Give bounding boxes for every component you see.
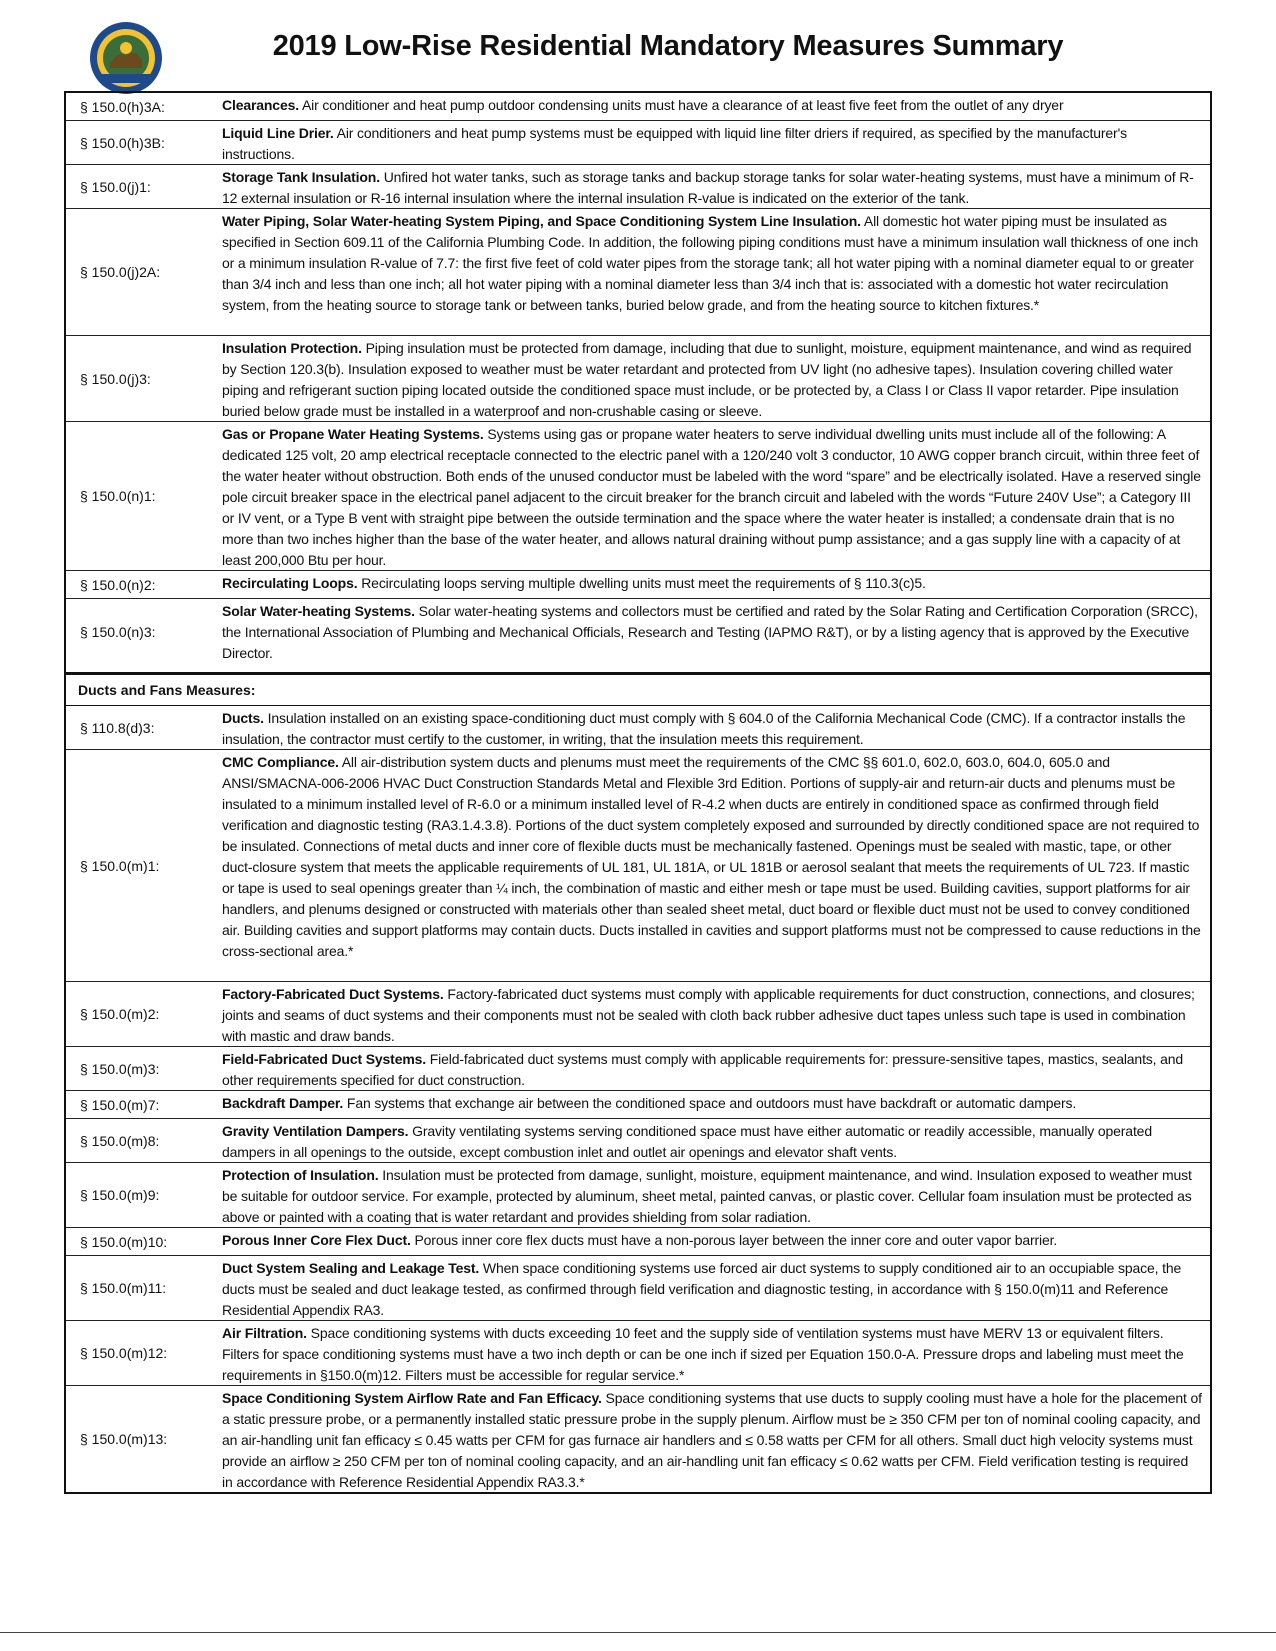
requirement-description (220, 336, 1210, 421)
section-reference: § 150.0(m)8: (80, 1132, 160, 1149)
requirement-description (220, 571, 1210, 598)
requirement-heading: CMC Compliance. (222, 754, 339, 770)
requirement-text: Space conditioning systems that use ducts to supply cooling must have a hole for the placement of a static pressure probe, or a permanently installed static pressure probe in the supply plenum. Airflow must be ≥ 350 CFM per ton of nominal cooling capacity, and an air-handling unit fan efficacy ≤ 0.45 watts per CFM for gas furnace air handlers and ≤ 0.58 watts per CFM for all others. Small duct high velocity systems must provide an airflow ≥ 250 CFM per ton of nominal cooling capacity, and an air-handling unit fan efficacy ≤ 0.62 watts per CFM. Field verification testing is required in accordance with Reference Residential Appendix RA3.3.* (222, 1390, 1202, 1490)
requirement-heading: Water Piping, Solar Water-heating System Piping, and Space Conditioning System Line Insulation. (222, 213, 861, 229)
section-reference: § 150.0(j)1: (80, 178, 151, 195)
section-reference: § 150.0(m)1: (80, 857, 160, 874)
section-reference: § 150.0(j)3: (80, 370, 151, 387)
requirement-description (220, 422, 1210, 570)
requirement-heading: Field-Fabricated Duct Systems. (222, 1051, 427, 1067)
requirement-text: Field-fabricated duct systems must comply with applicable requirements for: pressure-sensitive tapes, mastics, sealants, and other requirements specified for duct construction. (222, 1051, 1184, 1088)
table-row (66, 598, 1210, 664)
section-reference: § 150.0(h)3A: (80, 98, 165, 115)
section-reference: § 150.0(m)11: (80, 1280, 167, 1296)
requirement-description (220, 1386, 1210, 1492)
requirement-description (220, 1047, 1210, 1090)
requirement-text: Air conditioner and heat pump outdoor condensing units must have a clearance of at least five feet from the outlet of any dryer (301, 97, 1064, 113)
requirement-text: Insulation installed on an existing space-conditioning duct must comply with § 604.0 of the California Mechanical Code (CMC). If a contractor installs the insulation, the contractor must certify to the customer, in writing, that the insulation meets this requirement. (222, 710, 1186, 747)
requirement-description (220, 1091, 1210, 1118)
table-row (66, 981, 1210, 1046)
requirement-heading: Clearances. (222, 97, 299, 113)
requirement-heading: Recirculating Loops. (222, 575, 358, 591)
requirement-text: Solar water-heating systems and collectors must be certified and rated by the Solar Rating and Certification Corporation (SRCC), the International Association of Plumbing and Mechanical Officials, Research and Testing (IAPMO R&T), or by a listing agency that is approved by the Executive Director. (222, 603, 1198, 661)
requirement-text: Recirculating loops serving multiple dwelling units must meet the requirements of § 110.3(c)5. (361, 575, 926, 591)
section-reference: § 150.0(m)10: (80, 1233, 168, 1250)
measures-table (64, 91, 1212, 1494)
requirement-heading: Factory-Fabricated Duct Systems. (222, 986, 444, 1002)
table-row (66, 1118, 1210, 1162)
requirement-description (220, 1256, 1210, 1320)
table-row (66, 421, 1210, 570)
table-row (66, 1227, 1210, 1255)
section-reference: § 150.0(m)12: (80, 1345, 168, 1361)
requirement-text: Porous inner core flex ducts must have a non-porous layer between the inner core and outer vapor barrier. (414, 1232, 1058, 1248)
table-row (66, 1255, 1210, 1320)
requirement-text: Unfired hot water tanks, such as storage tanks and backup storage tanks for solar water-heating systems, must have a minimum of R-12 external insulation or R-16 internal insulation where the internal insulation R-value is indicated on the exterior of the tank. (222, 169, 1194, 206)
table-row (66, 164, 1210, 208)
requirement-description (220, 93, 1210, 120)
table-row (66, 1162, 1210, 1227)
requirement-heading: Duct System Sealing and Leakage Test. (222, 1260, 480, 1276)
requirement-description (220, 165, 1210, 208)
page-title: 2019 Low-Rise Residential Mandatory Measures Summary (272, 30, 1064, 62)
section-reference: § 150.0(m)7: (80, 1096, 160, 1113)
requirement-heading: Gravity Ventilation Dampers. (222, 1123, 409, 1139)
requirement-text: All domestic hot water piping must be insulated as specified in Section 609.11 of the California Plumbing Code. In addition, the following piping conditions must have a minimum insulation wall thickness of one inch or a minimum insulation R-value of 7.7: the first five feet of cold water pipes from the storage tank; all hot water piping with a nominal diameter equal to or greater than 3/4 inch and less than one inch; all hot water piping with a nominal diameter less than 3/4 inch that is: associated with a domestic hot water recirculation system, from the heating source to storage tank or between tanks, buried below grade, and from the heating source to kitchen fixtures.* (222, 213, 1199, 313)
requirement-heading: Storage Tank Insulation. (222, 169, 380, 185)
requirement-description (220, 1163, 1210, 1227)
section-reference: § 150.0(m)3: (80, 1060, 160, 1077)
requirement-text: Air conditioners and heat pump systems must be equipped with liquid line filter driers if required, as specified by the manufacturer's instructions. (222, 125, 1127, 162)
section-reference: § 150.0(j)2A: (80, 264, 161, 280)
requirement-text: Systems using gas or propane water heaters to serve individual dwelling units must include all of the following: A dedicated 125 volt, 20 amp electrical receptacle connected to the electric panel with a 120/240 volt 3 conductor, 10 AWG copper branch circuit, within three feet of the water heater without obstruction. Both ends of the unused conductor must be labeled with the word “spare” and be electrically isolated. Have a reserved single pole circuit breaker space in the electrical panel adjacent to the circuit breaker for the branch circuit and labeled with the words “Future 240V Use”; a Category III or IV vent, or a Type B vent with straight pipe between the outside termination and the space where the water heater is installed; a condensate drain that is no more than two inches higher than the base of the water heater, and allows natural draining without pump assistance; and a gas supply line with a capacity of at least 200,000 Btu per hour. (222, 426, 1201, 568)
table-row (66, 1046, 1210, 1090)
requirement-heading: Gas or Propane Water Heating Systems. (222, 426, 484, 442)
requirement-heading: Solar Water-heating Systems. (222, 603, 415, 619)
requirement-heading: Liquid Line Drier. (222, 125, 334, 141)
section-reference: § 150.0(h)3B: (80, 134, 165, 151)
requirement-description (220, 599, 1210, 664)
requirement-description (220, 209, 1210, 335)
requirement-heading: Ducts. (222, 710, 264, 726)
requirement-text: Gravity ventilating systems serving conditioned space must have either automatic or readily accessible, manually operated dampers in all openings to the outside, except combustion inlet and outlet air openings and elevator shaft vents. (222, 1123, 1152, 1160)
requirement-description (220, 982, 1210, 1046)
section-reference: § 150.0(m)13: (80, 1431, 168, 1447)
requirement-heading: Air Filtration. (222, 1325, 307, 1341)
section-reference: § 150.0(m)2: (80, 1006, 160, 1022)
table-row (66, 749, 1210, 981)
requirement-description (220, 121, 1210, 164)
requirement-description (220, 1119, 1210, 1162)
requirement-text: All air-distribution system ducts and plenums must meet the requirements of the CMC §§ 601.0, 602.0, 603.0, 604.0, 605.0 and ANSI/SMACNA-006-2006 HVAC Duct Construction Standards Metal and Flexible 3rd Edition. Portions of supply-air and return-air ducts and plenums must be insulated to a minimum installed level of R-6.0 or a minimum installed level of R-4.2 when ducts are entirely in conditioned space as confirmed through field verification and diagnostic testing (RA3.1.4.3.8). Portions of the duct system completely exposed and surrounded by directly conditioned space are not required to be insulated. Connections of metal ducts and inner core of flexible ducts must be mechanically fastened. Openings must be sealed with mastic, tape, or other duct-closure system that meets the applicable requirements of UL 181, UL 181A, or UL 181B or aerosol sealant that meets the requirements of UL 723. If mastic or tape is used to seal openings greater than ¼ inch, the combination of mastic and either mesh or tape must be used. Building cavities, support platforms for air handlers, and plenums designed or constructed with materials other than sealed sheet metal, duct board or flexible duct must not be used to convey conditioned air. Building cavities and support platforms may contain ducts. Ducts installed in cavities and support platforms must not be compressed to cause reductions in the cross-sectional area.* (222, 754, 1201, 959)
table-gap (66, 664, 1210, 672)
table-row (66, 335, 1210, 421)
table-row (66, 1385, 1210, 1492)
requirement-heading: Backdraft Damper. (222, 1095, 344, 1111)
section-reference: § 150.0(n)3: (80, 623, 156, 640)
requirement-text: Insulation must be protected from damage, sunlight, moisture, equipment maintenance, and wind. Insulation exposed to weather must be suitable for outdoor service. For example, protected by aluminum, sheet metal, painted canvas, or plastic cover. Cellular foam insulation must be protected as above or painted with a coating that is water retardant and provides shielding from solar radiation. (222, 1167, 1192, 1225)
requirement-text: Fan systems that exchange air between the conditioned space and outdoors must have backdraft or automatic dampers. (346, 1095, 1077, 1111)
table-row (66, 93, 1210, 120)
table-row (66, 1090, 1210, 1118)
table-row (66, 1320, 1210, 1385)
section-reference: § 150.0(n)1: (80, 488, 156, 504)
requirement-heading: Protection of Insulation. (222, 1167, 379, 1183)
footer-rule (0, 1632, 1276, 1633)
requirement-description (220, 1321, 1210, 1385)
requirement-heading: Space Conditioning System Airflow Rate and Fan Efficacy. (222, 1390, 602, 1406)
section-reference: § 110.8(d)3: (80, 719, 155, 736)
table-row (66, 570, 1210, 598)
section-header-ducts-fans: Ducts and Fans Measures: (66, 672, 1210, 706)
table-row (66, 208, 1210, 335)
section-reference: § 150.0(m)9: (80, 1187, 160, 1203)
requirement-heading: Insulation Protection. (222, 340, 362, 356)
table-row (66, 706, 1210, 749)
requirement-heading: Porous Inner Core Flex Duct. (222, 1232, 411, 1248)
requirement-text: Piping insulation must be protected from damage, including that due to sunlight, moisture, equipment maintenance, and wind as required by Section 120.3(b). Insulation exposed to weather must be water retardant and protected from UV light (no adhesive tapes). Insulation covering chilled water piping and refrigerant suction piping located outside the conditioned space must include, or be protected by, a Class I or Class II vapor retarder. Pipe insulation buried below grade must be installed in a waterproof and non-crushable casing or sleeve. (222, 340, 1192, 419)
requirement-description (220, 1228, 1210, 1255)
requirement-description (220, 706, 1210, 749)
section-reference: § 150.0(n)2: (80, 576, 156, 593)
requirement-text: Space conditioning systems with ducts exceeding 10 feet and the supply side of ventilation systems must have MERV 13 or equivalent filters. Filters for space conditioning systems must have a two inch depth or can be one inch if sized per Equation 150.0-A. Pressure drops and labeling must meet the requirements in §150.0(m)12. Filters must be accessible for regular service.* (222, 1325, 1184, 1383)
requirement-description (220, 750, 1210, 981)
requirement-text: Factory-fabricated duct systems must comply with applicable requirements for duct construction, connections, and closures; joints and seams of duct systems and their components must not be sealed with cloth back rubber adhesive duct tapes unless such tape is used in combination with mastic and draw bands. (222, 986, 1195, 1044)
table-row (66, 120, 1210, 164)
requirement-text: When space conditioning systems use forced air duct systems to supply conditioned air to an occupiable space, the ducts must be sealed and duct leakage tested, as confirmed through field verification and diagnostic testing, in accordance with § 150.0(m)11 and Reference Residential Appendix RA3. (222, 1260, 1182, 1318)
